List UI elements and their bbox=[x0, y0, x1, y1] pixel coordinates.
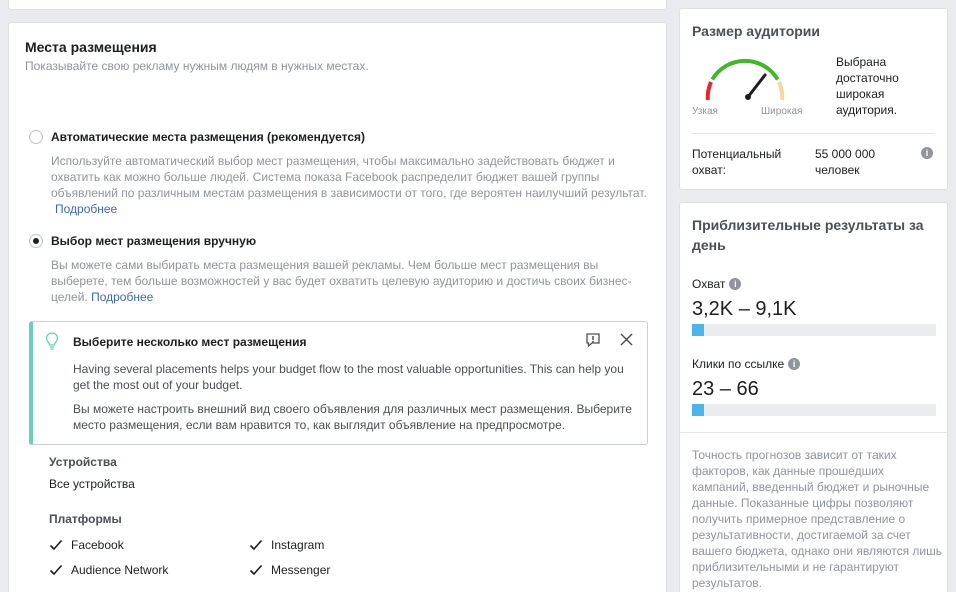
auto-placements-label[interactable]: Автоматические места размещения (рекомендуется) bbox=[51, 130, 366, 144]
manual-placements-description-text: Вы можете сами выбирать места размещения вашей рекламы. Чем больше мест размещения вы выберете, тем больше возможностей у вас будет охватить целевую аудиторию и достичь своих бизнес-целей. bbox=[51, 258, 632, 304]
tip-paragraph-2: Вы можете настроить внешний вид своего объявления для различных мест размещения. Выберите место размещения, если вам нравится то, как выглядит объявление на предпросмотре. bbox=[73, 402, 632, 432]
platform-label-audience-network: Audience Network bbox=[71, 563, 169, 577]
estimate-disclaimer: Точность прогнозов зависит от таких факторов, как данные прошедших кампаний, введенный бюджет и рыночные данные. Показанные цифры позволяют получить примерное представление о результативности, достигаемой за счет вашего бюджета, однако они являются лишь приблизительными и не гарантируют результатов. bbox=[692, 448, 943, 590]
devices-label: Устройства bbox=[49, 455, 117, 469]
info-icon[interactable]: i bbox=[788, 358, 800, 370]
tip-title: Выберите несколько мест размещения bbox=[73, 335, 307, 349]
audience-size-card bbox=[679, 8, 948, 190]
link-clicks-value: 23 – 66 bbox=[692, 378, 759, 400]
gauge-wide-label: Широкая bbox=[761, 106, 803, 117]
platform-label-instagram: Instagram bbox=[271, 538, 325, 552]
platform-checkbox-facebook[interactable] bbox=[49, 538, 124, 552]
link-clicks-bar bbox=[692, 404, 936, 416]
estimated-results-title: Приблизительные результаты за день bbox=[692, 217, 924, 253]
platform-label-messenger: Messenger bbox=[271, 563, 331, 577]
manual-placements-label[interactable]: Выбор мест размещения вручную bbox=[51, 234, 257, 248]
potential-reach-label: Потенциальный охват: bbox=[692, 147, 782, 177]
placements-subtitle: Показывайте свою рекламу нужным людям в нужных местах. bbox=[25, 59, 369, 73]
audience-size-title: Размер аудитории bbox=[692, 23, 821, 39]
lightbulb-icon bbox=[45, 332, 59, 353]
audience-gauge bbox=[690, 45, 800, 110]
divider bbox=[680, 432, 947, 433]
clicks-metric bbox=[692, 357, 800, 371]
audience-description: Выбрана достаточно широкая аудитория. bbox=[836, 55, 899, 117]
reach-label: Охват bbox=[692, 277, 726, 291]
manual-placements-description bbox=[51, 257, 636, 305]
manual-placements-radio[interactable] bbox=[29, 234, 43, 248]
checkmark-icon bbox=[49, 563, 63, 577]
tip-box bbox=[29, 321, 648, 445]
auto-placements-description-text: Используйте автоматический выбор мест размещения, чтобы максимально задействовать бюджет и охватить как можно больше людей. Система показа Facebook распределит бюджет вашей группы объявлений по различным местам размещения в зависимости от того, где вероятен наилучший результат. bbox=[51, 154, 647, 200]
estimated-results-card bbox=[679, 202, 948, 592]
previous-section-card bbox=[8, 0, 667, 10]
devices-dropdown[interactable]: Все устройства bbox=[49, 477, 135, 491]
platform-checkbox-messenger[interactable] bbox=[249, 563, 330, 577]
platform-label-facebook: Facebook bbox=[71, 538, 124, 552]
reach-bar bbox=[692, 324, 936, 336]
auto-placements-radio[interactable] bbox=[29, 130, 43, 144]
close-icon[interactable] bbox=[620, 333, 633, 349]
auto-placements-description bbox=[51, 153, 651, 217]
manual-placements-learn-more-link[interactable]: Подробнее bbox=[91, 290, 154, 304]
link-clicks-bar-fill bbox=[692, 404, 704, 416]
tip-paragraph-1: Having several placements helps your budget flow to the most valuable opportunities. This can help you get the most out of your budget. bbox=[73, 362, 624, 392]
checkmark-icon bbox=[249, 538, 263, 552]
potential-reach-value: 55 000 000 человек bbox=[815, 147, 876, 177]
checkmark-icon bbox=[49, 538, 63, 552]
divider bbox=[692, 133, 935, 134]
reach-value: 3,2K – 9,1K bbox=[692, 298, 797, 320]
reach-bar-fill bbox=[692, 324, 704, 336]
checkmark-icon bbox=[249, 563, 263, 577]
gauge-narrow-label: Узкая bbox=[692, 106, 718, 117]
info-icon[interactable]: i bbox=[921, 147, 933, 159]
platform-checkbox-instagram[interactable] bbox=[249, 538, 324, 552]
placements-section bbox=[8, 22, 667, 592]
report-icon[interactable] bbox=[585, 332, 601, 351]
platforms-label: Платформы bbox=[49, 512, 122, 526]
placements-title: Места размещения bbox=[25, 39, 157, 55]
info-icon[interactable]: i bbox=[729, 278, 741, 290]
auto-placements-learn-more-link[interactable]: Подробнее bbox=[55, 202, 118, 216]
reach-metric bbox=[692, 277, 741, 291]
platform-checkbox-audience-network[interactable] bbox=[49, 563, 168, 577]
link-clicks-label: Клики по ссылке bbox=[692, 357, 785, 371]
